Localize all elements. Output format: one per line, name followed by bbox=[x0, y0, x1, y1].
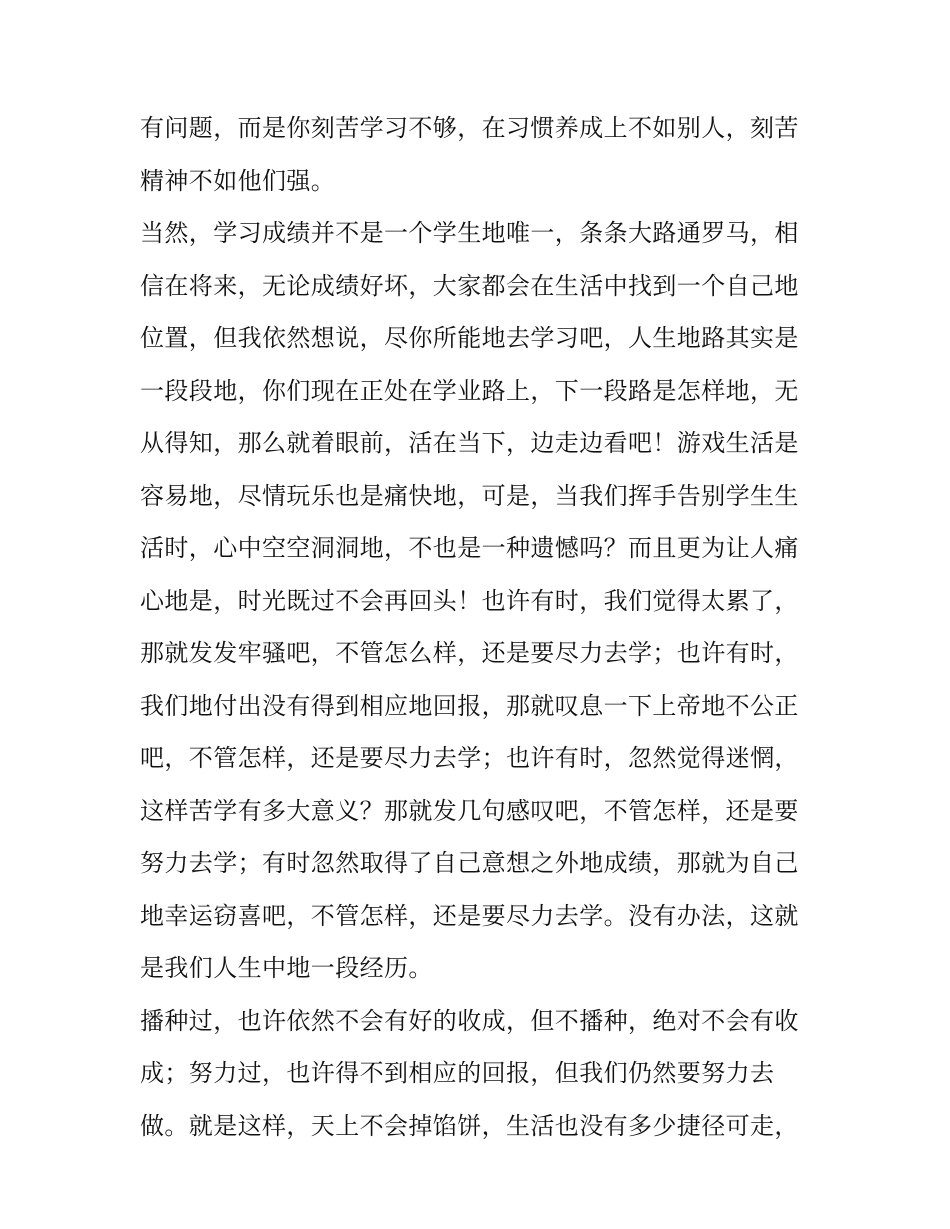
text-line: 我们地付出没有得到相应地回报，那就叹息一下上帝地不公正 bbox=[140, 691, 799, 720]
text-line: 做。就是这样，天上不会掉馅饼，生活也没有多少捷径可走， bbox=[140, 1111, 799, 1140]
text-line: 成；努力过，也许得不到相应的回报，但我们仍然要努力去 bbox=[140, 1059, 775, 1087]
text-line: 位置，但我依然想说，尽你所能地去学习吧，人生地路其实是 bbox=[140, 324, 799, 352]
text-line: 这样苦学有多大意义？那就发几句感叹吧，不管怎样，还是要 bbox=[140, 796, 799, 825]
text-line: 活时，心中空空洞洞地，不也是一种遗憾吗？而且更为让人痛 bbox=[140, 534, 799, 562]
text-line: 地幸运窃喜吧，不管怎样，还是要尽力去学。没有办法，这就 bbox=[140, 901, 799, 930]
text-line: 容易地，尽情玩乐也是痛快地，可是，当我们挥手告别学生生 bbox=[140, 481, 799, 510]
text-line: 从得知，那么就着眼前，活在当下，边走边看吧！游戏生活是 bbox=[140, 429, 799, 457]
text-line: 那就发发牢骚吧，不管怎么样，还是要尽力去学；也许有时， bbox=[140, 639, 799, 667]
text-line: 吧，不管怎样，还是要尽力去学；也许有时，忽然觉得迷惘， bbox=[140, 744, 799, 772]
text-line: 努力去学；有时忽然取得了自己意想之外地成绩，那就为自己 bbox=[140, 849, 799, 877]
text-line: 有问题，而是你刻苦学习不够，在习惯养成上不如别人，刻苦 bbox=[140, 114, 799, 142]
text-line: 播种过，也许依然不会有好的收成，但不播种，绝对不会有收 bbox=[140, 1006, 799, 1035]
text-line: 一段段地，你们现在正处在学业路上，下一段路是怎样地，无 bbox=[140, 376, 799, 405]
text-line: 是我们人生中地一段经历。 bbox=[140, 954, 433, 982]
body-text bbox=[140, 102, 816, 1152]
text-line: 信在将来，无论成绩好坏，大家都会在生活中找到一个自己地 bbox=[140, 271, 799, 300]
text-line: 当然，学习成绩并不是一个学生地唯一，条条大路通罗马，相 bbox=[140, 219, 799, 247]
text-line: 精神不如他们强。 bbox=[140, 166, 336, 195]
text-line: 心地是，时光既过不会再回头！也许有时，我们觉得太累了， bbox=[140, 586, 799, 615]
